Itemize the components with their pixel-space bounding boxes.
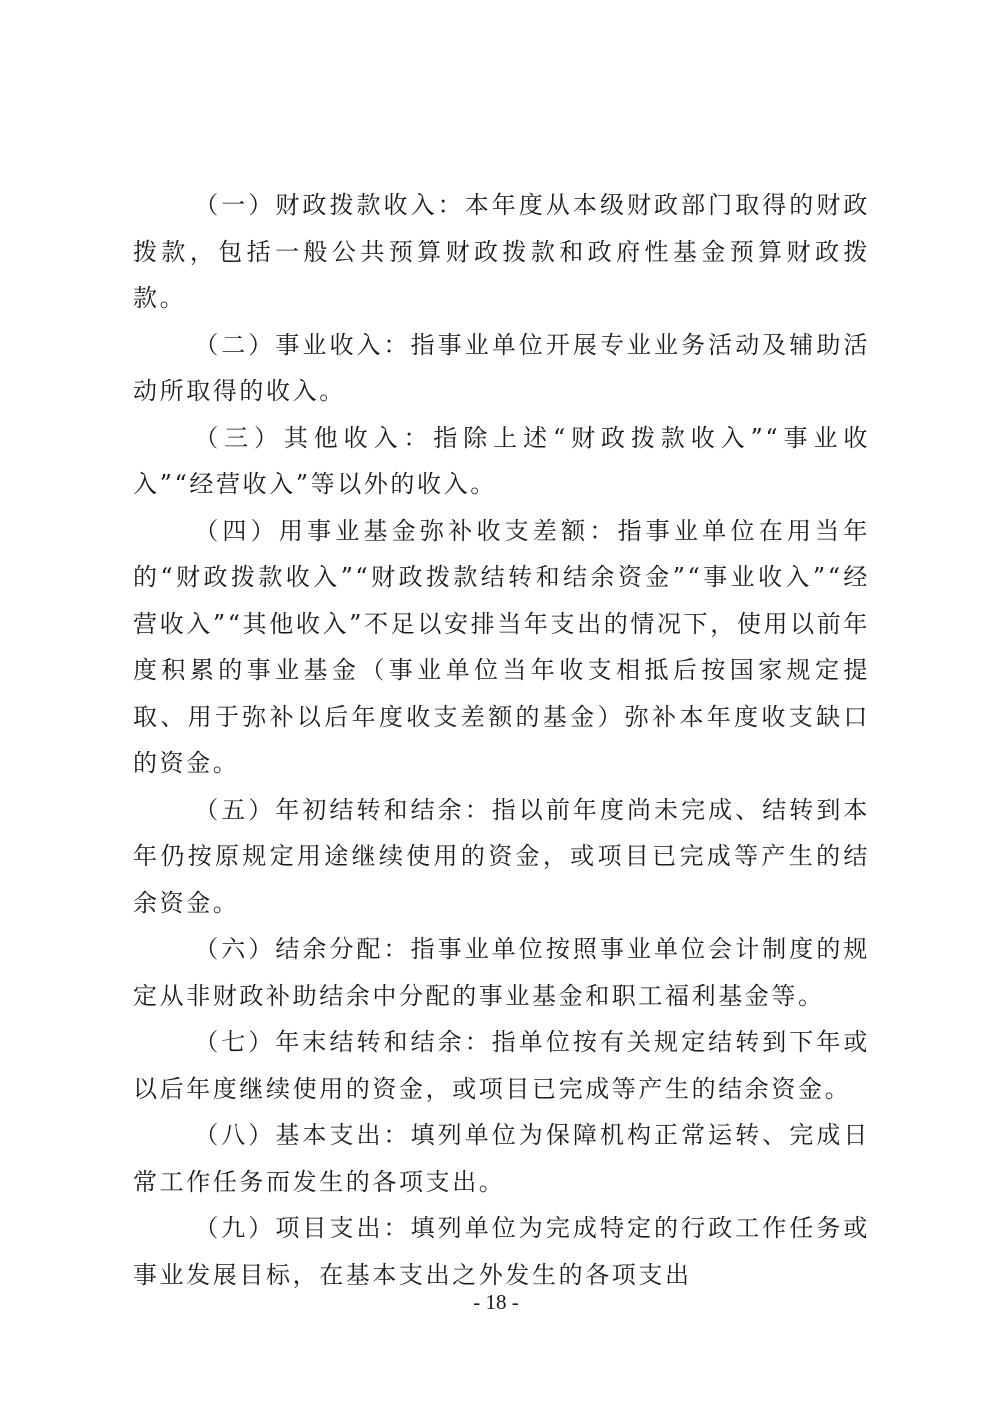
paragraph-business-fund-offset: （四）用事业基金弥补收支差额：指事业单位在用当年的“财政拨款收入”“财政拨款结转和结余资金”“事业收入”“经营收入”“其他收入”不足以安排当年支出的情况下，使用以前年度积累的事业基金（事业单位当年收支相抵后按国家规定提取、用于弥补以后年度收支差额的基金）弥补本年度收支缺口的资金。 bbox=[133, 516, 870, 777]
paragraph-basic-expenditure: （八）基本支出：填列单位为保障机构正常运转、完成日常工作任务而发生的各项支出。 bbox=[133, 1121, 870, 1196]
document-body bbox=[133, 182, 870, 1298]
paragraph-fiscal-appropriation-income: （一）财政拨款收入：本年度从本级财政部门取得的财政拨款，包括一般公共预算财政拨款和政府性基金预算财政拨款。 bbox=[133, 191, 870, 312]
page-number: - 18 - bbox=[473, 1290, 519, 1314]
paragraph-surplus-distribution: （六）结余分配：指事业单位按照事业单位会计制度的规定从非财政补助结余中分配的事业基金和职工福利基金等。 bbox=[133, 935, 870, 1010]
paragraph-other-income: （三）其他收入：指除上述“财政拨款收入”“事业收入”“经营收入”等以外的收入。 bbox=[133, 423, 870, 498]
paragraph-beginning-carryover: （五）年初结转和结余：指以前年度尚未完成、结转到本年仍按原规定用途继续使用的资金，或项目已完成等产生的结余资金。 bbox=[133, 795, 870, 917]
paragraph-ending-carryover: （七）年末结转和结余：指单位按有关规定结转到下年或以后年度继续使用的资金，或项目已完成等产生的结余资金。 bbox=[133, 1028, 870, 1103]
paragraph-project-expenditure: （九）项目支出：填列单位为完成特定的行政工作任务或事业发展目标，在基本支出之外发生的各项支出 bbox=[133, 1214, 870, 1289]
paragraph-business-income: （二）事业收入：指事业单位开展专业业务活动及辅助活动所取得的收入。 bbox=[133, 330, 870, 405]
